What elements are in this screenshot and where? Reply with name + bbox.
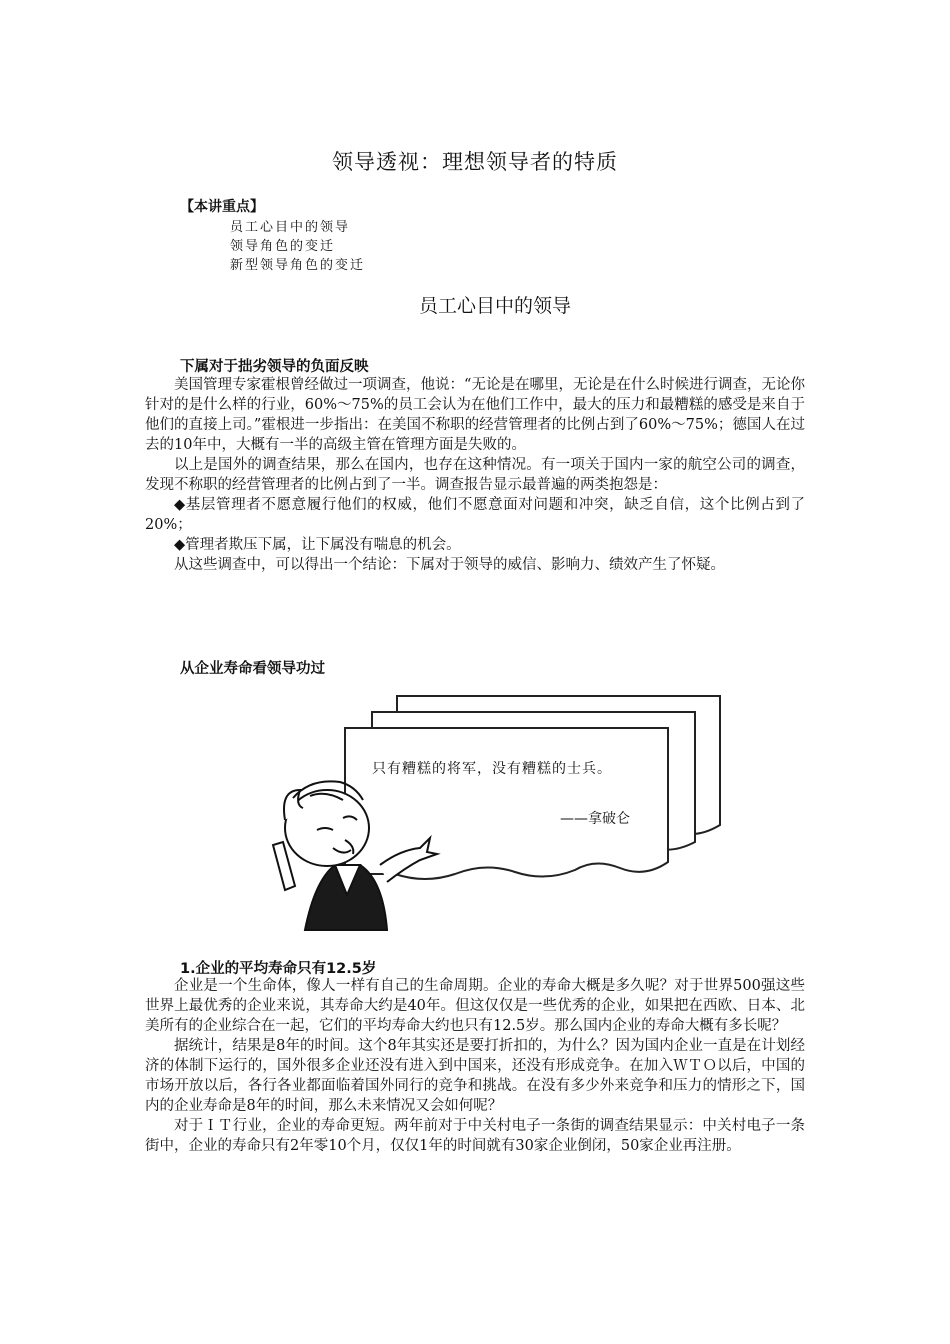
paragraph: ◆管理者欺压下属，让下属没有喘息的机会。	[174, 537, 461, 553]
document-title: 领导透视：理想领导者的特质	[332, 150, 618, 174]
subheading-average-lifespan: 1.企业的平均寿命只有12.5岁	[180, 961, 377, 977]
key-point-item: 员工心目中的领导	[230, 220, 351, 235]
key-point-item: 领导角色的变迁	[230, 239, 336, 254]
paragraph: 对于ＩＴ行业，企业的寿命更短。两年前对于中关村电子一条街的调查结果显示：中关村电子一条街中，企业的寿命只有2年零10个月，仅仅1年的时间就有30家企业倒闭，50家企业再注册。	[145, 1118, 805, 1154]
stacked-cards-icon	[255, 690, 735, 950]
subheading-enterprise-lifespan: 从企业寿命看领导功过	[180, 661, 325, 677]
body-section-3	[145, 976, 805, 1156]
paragraph: 美国管理专家霍根曾经做过一项调查，他说：“无论是在哪里，无论是在什么时候进行调查，无论你针对的是什么样的行业，60%～75%的员工会认为在他们工作中，最大的压力和最糟糕的感受是来自于他们的直接上司。”霍根进一步指出：在美国不称职的经营管理者的比例占到了60%～75%；德国人在过去的10年中，大概有一半的高级主管在管理方面是失败的。	[145, 377, 805, 453]
paragraph: 从这些调查中，可以得出一个结论：下属对于领导的威信、影响力、绩效产生了怀疑。	[174, 557, 725, 573]
paragraph: 企业是一个生命体，像人一样有自己的生命周期。企业的寿命大概是多久呢？对于世界500强这些世界上最优秀的企业来说，其寿命大约是40年。但这仅仅是一些优秀的企业，如果把在西欧、日本、北美所有的企业综合在一起，它们的平均寿命大约也只有12.5岁。那么国内企业的寿命大概有多长呢？	[145, 978, 805, 1034]
paragraph: ◆基层管理者不愿意履行他们的权威，他们不愿意面对问题和冲突，缺乏自信，这个比例占到了20%；	[145, 497, 805, 533]
subheading-poor-leaders: 下属对于拙劣领导的负面反映	[180, 359, 369, 375]
paragraph: 据统计，结果是8年的时间。这个8年其实还是要打折扣的，为什么？因为国内企业一直是在计划经济的体制下运行的，国外很多企业还没有进入到中国来，还没有形成竞争。在加入ＷＴＯ以后，中国的市场开放以后，各行各业都面临着国外同行的竞争和挑战。在没有多少外来竞争和压力的情形之下，国内的企业寿命是8年的时间，那么未来情况又会如何呢？	[145, 1038, 805, 1114]
key-points-heading: 【本讲重点】	[180, 199, 264, 215]
key-point-item: 新型领导角色的变迁	[230, 258, 366, 273]
paragraph: 以上是国外的调查结果，那么在国内，也存在这种情况。有一项关于国内一家的航空公司的调查，发现不称职的经营管理者的比例占到了一半。调查报告显示最普遍的两类抱怨是：	[145, 457, 805, 493]
body-section-1	[145, 375, 805, 575]
quote-text: 只有糟糕的将军，没有糟糕的士兵。	[372, 761, 612, 777]
section-title: 员工心目中的领导	[418, 295, 571, 317]
quote-illustration	[255, 690, 735, 950]
quote-author: ——拿破仑	[560, 811, 630, 827]
